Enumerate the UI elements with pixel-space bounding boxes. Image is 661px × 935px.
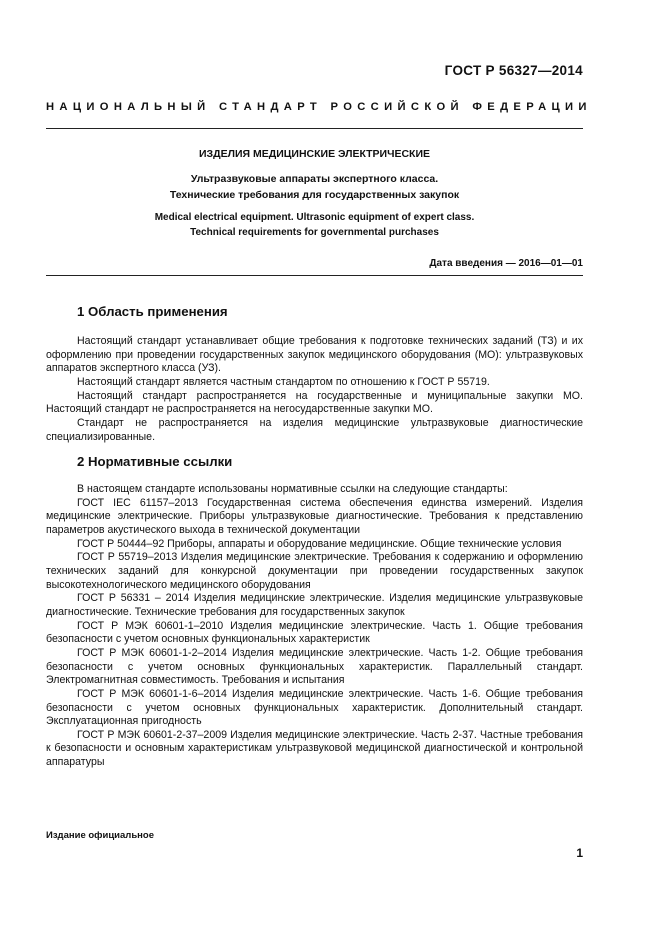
reference-item: ГОСТ IEC 61157–2013 Государственная система обеспечения единства измерений. Изделия медицинские электрические. Приборы ультразвуковые диагностические. Требования к представлению параметров акустического выхода в технической документации [46,496,583,536]
section-1-heading: 1 Область применения [77,304,228,319]
document-code: ГОСТ Р 56327—2014 [444,63,583,78]
page-number: 1 [576,846,583,860]
national-standard-banner: НАЦИОНАЛЬНЫЙ СТАНДАРТ РОССИЙСКОЙ ФЕДЕРАЦИИ [46,101,592,113]
document-title: ИЗДЕЛИЯ МЕДИЦИНСКИЕ ЭЛЕКТРИЧЕСКИЕ [198,148,431,160]
edition-note: Издание официальное [46,830,154,841]
section-1-body [46,335,583,444]
subtitle-english-line-2: Technical requirements for governmental purchases [190,227,439,238]
section-2-heading: 2 Нормативные ссылки [77,454,233,469]
paragraph: Настоящий стандарт устанавливает общие требования к подготовке технических заданий (ТЗ) и их оформлению при проведении государственных закупок медицинского оборудования (МО): ультразвуковых аппаратов экспертного класса (УЗ). [46,335,583,375]
reference-item: ГОСТ Р МЭК 60601-1-2–2014 Изделия медицинские электрические. Часть 1-2. Общие требования безопасности с учетом основных функциональных характеристик. Параллельный стандарт. Электромагнитная совместимость. Требования и испытания [46,646,583,687]
date-divider [46,275,583,276]
reference-item: ГОСТ Р МЭК 60601-1–2010 Изделия медицинские электрические. Часть 1. Общие требования безопасности с учетом основных функциональных характеристик [46,619,583,646]
section-2-body [46,483,583,770]
subtitle-russian-line-1: Ультразвуковые аппараты экспертного класса. [190,173,439,185]
top-divider [46,128,583,129]
paragraph: Стандарт не распространяется на изделия медицинские ультразвуковые диагностические специализированные. [46,416,583,443]
subtitle-english [46,210,583,240]
subtitle-russian [46,171,583,203]
subtitle-russian-line-2: Технические требования для государственных закупок [169,189,460,201]
introduction-date: Дата введения — 2016—01—01 [429,258,583,269]
reference-item: ГОСТ Р 56331 – 2014 Изделия медицинские электрические. Изделия медицинские ультразвуковые диагностические. Технические требования для государственных закупок [46,592,583,618]
paragraph: Настоящий стандарт является частным стандартом по отношению к ГОСТ Р 55719. [77,375,490,388]
reference-item: ГОСТ Р МЭК 60601-2-37–2009 Изделия медицинские электрические. Часть 2-37. Частные требования к безопасности и основным характеристикам ультразвуковой медицинской диагностической и контрольной аппаратуры [46,728,583,769]
reference-item: ГОСТ Р 50444–92 Приборы, аппараты и оборудование медицинские. Общие технические условия [77,537,562,550]
paragraph: Настоящий стандарт распространяется на государственные и муниципальные закупки МО. Настоящий стандарт не распространяется на негосударственные закупки МО. [46,389,583,416]
reference-item: ГОСТ Р МЭК 60601-1-6–2014 Изделия медицинские электрические. Часть 1-6. Общие требования безопасности с учетом основных функциональных характеристик. Дополнительный стандарт. Эксплуатационная пригодность [46,687,583,728]
paragraph: В настоящем стандарте использованы нормативные ссылки на следующие стандарты: [77,483,508,495]
reference-item: ГОСТ Р 55719–2013 Изделия медицинские электрические. Требования к содержанию и оформлению технических заданий для конкурсной документации при проведении государственных закупок высокотехнологического медицинского оборудования [46,551,583,591]
subtitle-english-line-1: Medical electrical equipment. Ultrasonic equipment of expert class. [154,212,475,223]
